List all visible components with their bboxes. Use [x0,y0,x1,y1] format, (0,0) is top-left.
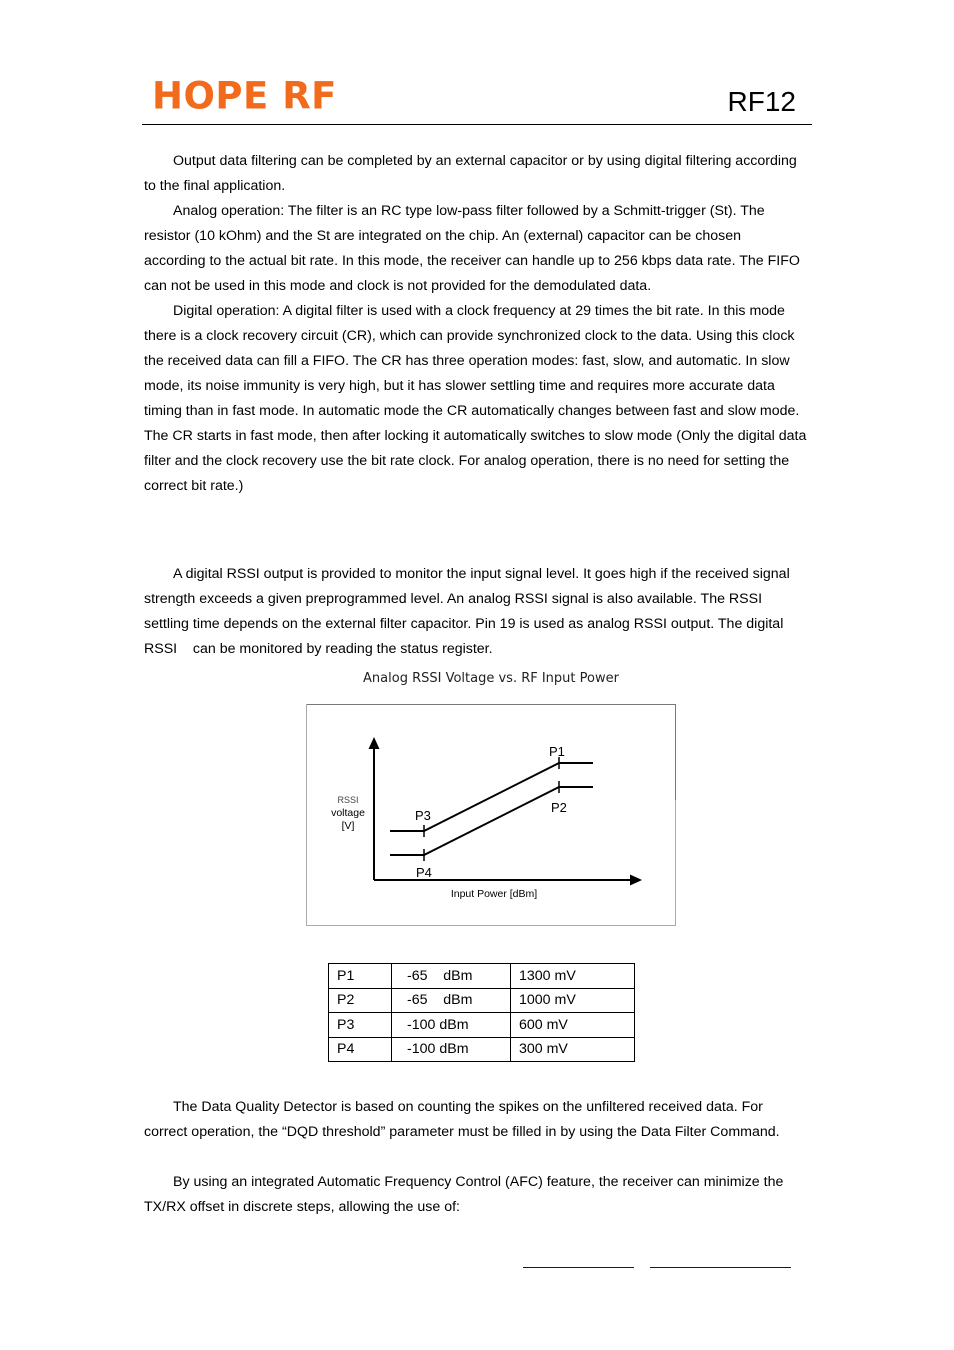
paragraph-rssi [144,562,814,662]
text-line: Digital operation: A digital filter is used with a clock frequency at 29 times the bit rate. In this mode [173,303,785,319]
text-line: mode, its noise immunity is very high, but it has slower settling time and requires more accurate data [144,378,775,394]
text-line: strength exceeds a given preprogrammed level. An analog RSSI signal is also available. The RSSI [144,591,763,607]
text-line: A digital RSSI output is provided to monitor the input signal level. It goes high if the received signal [173,566,790,582]
text-line: The Data Quality Detector is based on counting the spikes on the unfiltered received data. For [173,1099,763,1115]
text-line: TX/RX offset in discrete steps, allowing the use of: [144,1199,460,1215]
label-p2: P2 [551,800,567,815]
table-cell: P4 [329,1037,392,1062]
text-line: the received data can fill a FIFO. The CR has three operation modes: fast, slow, and automatic. In slow [144,353,790,369]
ylabel-line-2: voltage [331,807,365,819]
label-p1: P1 [549,744,565,759]
text-line: resistor (10 kOhm) and the St are integrated on the chip. An (external) capacitor can be chosen [144,228,741,244]
ylabel-line-3: [V] [341,820,355,832]
table-cell: 300 mV [511,1037,635,1062]
table-cell: -65 dBm [392,964,511,989]
text-line: Output data filtering can be completed by an external capacitor or by using digital filtering according [173,153,797,169]
xlabel: Input Power [dBm] [450,888,538,900]
footer-link-2[interactable] [650,1267,791,1268]
text-line: The CR starts in fast mode, then after locking it automatically switches to slow mode (Only the digital data [144,428,807,444]
table-cell: -100 dBm [392,1037,511,1062]
text-line: By using an integrated Automatic Frequency Control (AFC) feature, the receiver can minimize the [173,1174,784,1190]
text-line: timing than in fast mode. In automatic mode the CR automatically changes between fast and slow mode. [144,403,800,419]
table-cell: P3 [329,1013,392,1038]
table-row [329,1037,635,1062]
text-line: can not be used in this mode and clock is not provided for the demodulated data. [144,278,652,294]
paragraph-analog-operation [144,199,814,299]
text-line: there is a clock recovery circuit (CR), which can provide synchronized clock to the data. Using this clock [144,328,795,344]
text-line: settling time depends on the external filter capacitor. Pin 19 is used as analog RSSI output. The digital [144,616,784,632]
table-cell: 1000 mV [511,988,635,1013]
label-p3: P3 [415,808,431,823]
x-axis-arrow-icon [630,875,642,886]
table-cell: -65 dBm [392,988,511,1013]
table-row [329,964,635,989]
header-divider [142,124,812,125]
table-cell: P1 [329,964,392,989]
paragraph-digital-operation [144,299,814,499]
rssi-figure [306,704,676,926]
text-line: RSSI can be monitored by reading the status register. [144,641,493,657]
text-line: according to the actual bit rate. In this mode, the receiver can handle up to 256 kbps data rate. The FIFO [144,253,800,269]
table-cell: P2 [329,988,392,1013]
text-line: filter and the clock recovery use the bit rate clock. For analog operation, there is no need for setting the [144,453,790,469]
text-line: correct operation, the “DQD threshold” parameter must be filled in by using the Data Filter Command. [144,1124,780,1140]
paragraph-afc [144,1170,814,1220]
label-p4: P4 [416,865,432,880]
table-cell: 1300 mV [511,964,635,989]
model-title: RF12 [727,86,796,117]
table-row [329,1013,635,1038]
rssi-diagram [306,704,676,926]
table-cell: -100 dBm [392,1013,511,1038]
ylabel-line-1: RSSI [337,795,359,805]
figure-frame-top [307,705,676,801]
table-row [329,988,635,1013]
footer-link-1[interactable] [523,1267,634,1268]
rssi-points-table [328,963,635,1062]
y-axis-arrow-icon [369,737,380,749]
text-line: to the final application. [144,178,286,194]
table-cell: 600 mV [511,1013,635,1038]
text-line: Analog operation: The filter is an RC type low-pass filter followed by a Schmitt-trigger (St). The [173,203,765,219]
text-line: correct bit rate.) [144,478,244,494]
hope-rf-logo: HOPE RF [152,73,337,118]
paragraph-output-filtering [144,149,814,199]
figure-caption: Analog RSSI Voltage vs. RF Input Power [363,671,619,686]
paragraph-dqd [144,1095,814,1145]
